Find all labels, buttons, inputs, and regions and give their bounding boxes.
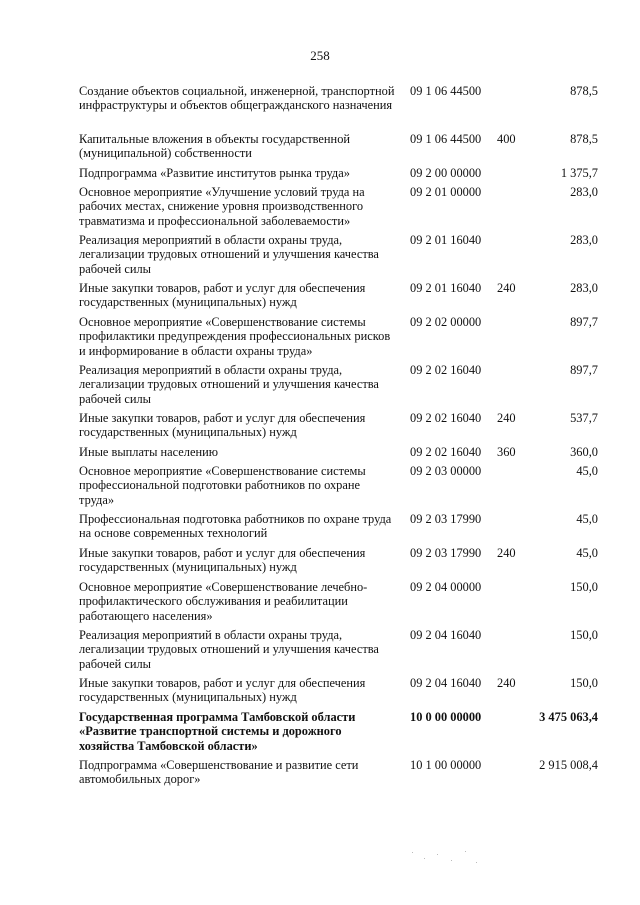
table-row (0, 84, 640, 132)
table-row (0, 512, 640, 546)
row-code: 10 0 00 00000 (410, 710, 482, 724)
table-row (0, 628, 640, 676)
row-name: Иные закупки товаров, работ и услуг для обеспечения государственных (муниципальных) нужд (79, 546, 366, 575)
row-expense-type: 240 (497, 546, 516, 560)
row-expense-type: 360 (497, 445, 516, 459)
table-row (0, 185, 640, 233)
row-amount: 150,0 (570, 628, 598, 642)
row-code: 09 2 01 16040 (410, 281, 482, 295)
row-name: Основное мероприятие «Совершенствование системы профессиональной подготовки работников по охране труда» (79, 464, 366, 507)
row-code: 09 2 01 00000 (410, 185, 482, 199)
table-row (0, 758, 640, 792)
row-name: Основное мероприятие «Улучшение условий труда на рабочих местах, снижение уровня производственного травматизма и профессиональной заболеваемости» (79, 185, 365, 228)
table-row (0, 281, 640, 315)
table-row (0, 580, 640, 628)
table-row (0, 363, 640, 411)
row-code: 09 2 03 17990 (410, 546, 482, 560)
row-code: 09 2 03 17990 (410, 512, 482, 526)
row-name: Иные выплаты населению (79, 445, 218, 459)
table-row (0, 132, 640, 166)
row-name: Основное мероприятие «Совершенствование системы профилактики предупреждения профессиональных рисков и информирование в области охраны труда» (79, 315, 391, 358)
row-code: 09 2 00 00000 (410, 166, 482, 180)
row-name: Основное мероприятие «Совершенствование лечебно-профилактического обслуживания и реабилитации работающего населения» (79, 580, 368, 623)
row-amount: 2 915 008,4 (539, 758, 598, 772)
row-expense-type: 400 (497, 132, 516, 146)
page-number: 258 (310, 48, 330, 63)
row-amount: 537,7 (570, 411, 598, 425)
row-amount: 45,0 (576, 546, 598, 560)
row-code: 09 2 02 16040 (410, 363, 482, 377)
row-amount: 283,0 (570, 281, 598, 295)
row-code: 09 2 02 16040 (410, 411, 482, 425)
table-row (0, 315, 640, 363)
table-row (0, 411, 640, 445)
table-row (0, 445, 640, 464)
row-name: Подпрограмма «Совершенствование и развитие сети автомобильных дорог» (79, 758, 359, 787)
row-code: 09 2 04 16040 (410, 628, 482, 642)
table-row (0, 233, 640, 281)
row-code: 09 2 04 00000 (410, 580, 482, 594)
row-name: Реализация мероприятий в области охраны труда, легализации трудовых отношений и улучшения качества рабочей силы (79, 628, 379, 671)
row-amount: 878,5 (570, 84, 598, 98)
row-code: 09 2 02 00000 (410, 315, 482, 329)
row-name: Реализация мероприятий в области охраны труда, легализации трудовых отношений и улучшения качества рабочей силы (79, 233, 379, 276)
row-expense-type: 240 (497, 281, 516, 295)
table-row-program (0, 710, 640, 758)
budget-table (0, 84, 640, 792)
table-row (0, 166, 640, 185)
row-name: Подпрограмма «Развитие институтов рынка труда» (79, 166, 350, 180)
row-amount: 150,0 (570, 580, 598, 594)
row-code: 09 2 04 16040 (410, 676, 482, 690)
row-expense-type: 240 (497, 676, 516, 690)
row-amount: 150,0 (570, 676, 598, 690)
row-name: Создание объектов социальной, инженерной, транспортной инфраструктуры и объектов общегражданского назначения (79, 84, 395, 113)
row-code: 10 1 00 00000 (410, 758, 482, 772)
row-amount: 283,0 (570, 233, 598, 247)
table-row (0, 464, 640, 512)
row-amount: 1 375,7 (560, 166, 598, 180)
row-amount: 878,5 (570, 132, 598, 146)
row-code: 09 1 06 44500 (410, 132, 482, 146)
row-name: Капитальные вложения в объекты государственной (муниципальной) собственности (79, 132, 351, 161)
row-name: Государственная программа Тамбовской области «Развитие транспортной системы и дорожного хозяйства Тамбовской области» (79, 710, 356, 753)
row-amount: 283,0 (570, 185, 598, 199)
row-name: Иные закупки товаров, работ и услуг для обеспечения государственных (муниципальных) нужд (79, 676, 366, 705)
row-amount: 45,0 (576, 464, 598, 478)
row-name: Профессиональная подготовка работников по охране труда на основе современных технологий (79, 512, 392, 541)
row-code: 09 1 06 44500 (410, 84, 482, 98)
row-code: 09 2 01 16040 (410, 233, 482, 247)
row-name: Реализация мероприятий в области охраны труда, легализации трудовых отношений и улучшения качества рабочей силы (79, 363, 379, 406)
row-expense-type: 240 (497, 411, 516, 425)
table-row (0, 546, 640, 580)
row-amount: 897,7 (570, 363, 598, 377)
row-amount: 3 475 063,4 (539, 710, 598, 724)
row-code: 09 2 03 00000 (410, 464, 482, 478)
row-name: Иные закупки товаров, работ и услуг для обеспечения государственных (муниципальных) нужд (79, 281, 366, 310)
row-amount: 360,0 (570, 445, 598, 459)
scan-noise (410, 848, 490, 868)
row-code: 09 2 02 16040 (410, 445, 482, 459)
table-row (0, 676, 640, 710)
row-name: Иные закупки товаров, работ и услуг для обеспечения государственных (муниципальных) нужд (79, 411, 366, 440)
row-amount: 45,0 (576, 512, 598, 526)
row-amount: 897,7 (570, 315, 598, 329)
